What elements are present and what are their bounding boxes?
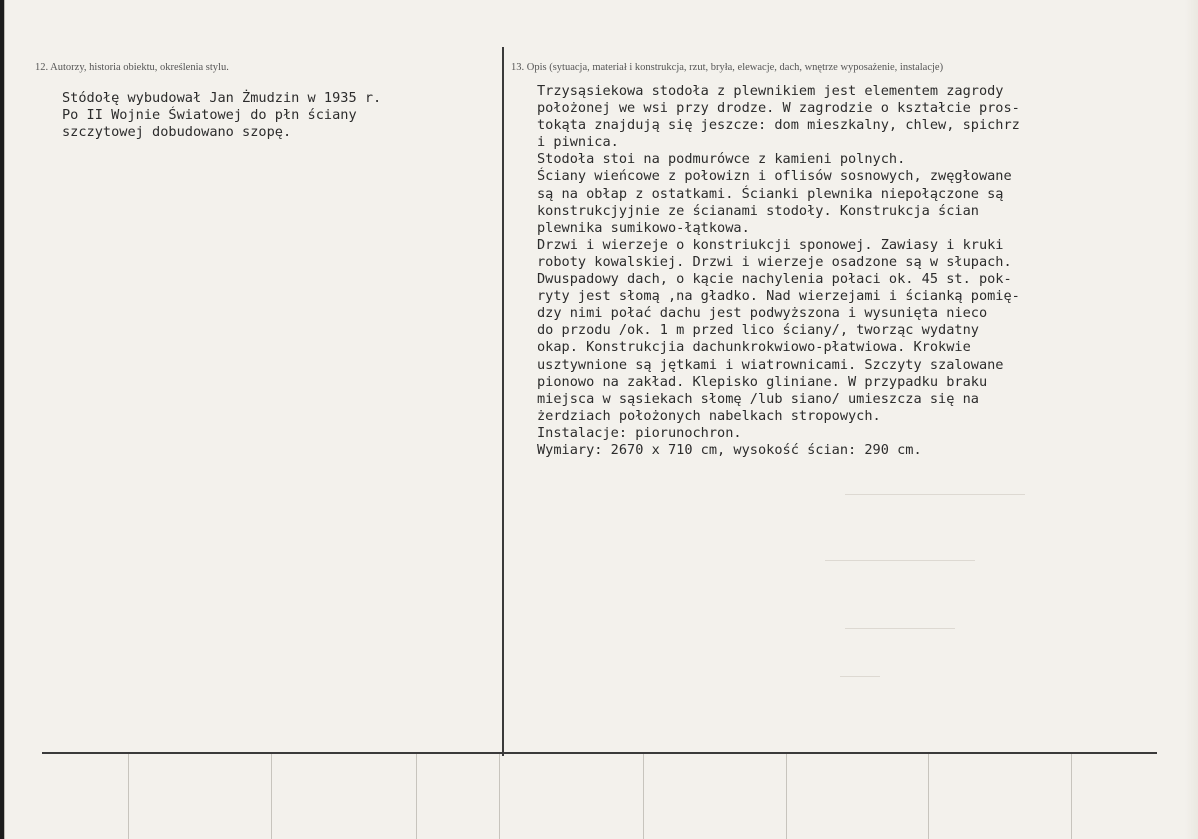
text-line: Drzwi i wierzeje o konstriukcji sponowej. Zawiasy i kruki <box>537 236 1004 253</box>
grid-tick <box>1071 754 1072 839</box>
text-line: konstrukcjyjnie ze ścianami stodoły. Konstrukcja ścian <box>537 202 979 219</box>
column-divider <box>502 47 504 756</box>
text-line: położonej we wsi przy drodze. W zagrodzie o kształcie pros- <box>537 100 1020 117</box>
section-13-caption: 13. Opis (sytuacja, materiał i konstrukcja, rzut, bryła, elewacje, dach, wnętrze wyposażenie, instalacje) <box>511 62 944 73</box>
grid-tick <box>786 754 787 839</box>
grid-tick <box>128 754 129 839</box>
grid-tick <box>271 754 272 839</box>
bleed-through-mark <box>825 560 975 561</box>
text-line: Stódołę wybudował Jan Żmudzin w 1935 r. <box>62 90 382 106</box>
grid-tick <box>416 754 417 839</box>
record-card <box>4 0 1196 839</box>
text-line: i piwnica. <box>537 134 619 151</box>
text-line: Ściany wieńcowe z połowizn i oflisów sosnowych, zwęgłowane <box>537 168 1012 185</box>
text-line: Dwuspadowy dach, o kącie nachylenia połaci ok. 45 st. pok- <box>537 271 1012 288</box>
scan-edge <box>1185 0 1198 839</box>
text-line: plewnika sumikowo-łątkowa. <box>537 219 750 236</box>
text-line: usztywnione są jętkami i wiatrownicami. Szczyty szalowane <box>537 356 1004 373</box>
text-line: roboty kowalskiej. Drzwi i wierzeje osadzone są w słupach. <box>537 253 1012 270</box>
text-line: Instalacje: piorunochron. <box>537 424 742 441</box>
text-line: żerdziach położonych nabelkach stropowych. <box>537 407 881 424</box>
section-12-text <box>62 90 381 141</box>
text-line: Po II Wojnie Światowej do płn ściany <box>62 107 357 124</box>
horizontal-rule <box>42 752 1157 754</box>
bleed-through-mark <box>845 628 955 629</box>
text-line: do przodu /ok. 1 m przed lico ściany/, tworząc wydatny <box>537 322 979 339</box>
text-line: miejsca w sąsiekach słomę /lub siano/ umieszcza się na <box>537 390 979 407</box>
section-13-text <box>537 83 1020 459</box>
text-line: szczytowej dobudowano szopę. <box>62 124 292 141</box>
bleed-through-mark <box>845 494 1025 495</box>
text-line: Wymiary: 2670 x 710 cm, wysokość ścian: 290 cm. <box>537 441 922 458</box>
text-line: są na obłap z ostatkami. Ścianki plewnika niepołączone są <box>537 185 1004 202</box>
text-line: tokąta znajdują się jeszcze: dom mieszkalny, chlew, spichrz <box>537 117 1020 134</box>
text-line: pionowo na zakład. Klepisko gliniane. W przypadku braku <box>537 373 988 390</box>
text-line: Stodoła stoi na podmurówce z kamieni polnych. <box>537 151 906 168</box>
text-line: okap. Konstrukcjia dachunkrokwiowo-płatwiowa. Krokwie <box>537 339 971 356</box>
bleed-through-mark <box>840 676 880 677</box>
section-12-caption: 12. Autorzy, historia obiektu, określenia stylu. <box>35 62 229 73</box>
text-line: Trzysąsiekowa stodoła z plewnikiem jest elementem zagrody <box>537 83 1004 99</box>
text-line: dzy nimi połać dachu jest podwyższona i wysunięta nieco <box>537 305 988 322</box>
text-line: ryty jest słomą ,na gładko. Nad wierzejami i ścianką pomię- <box>537 288 1020 305</box>
grid-tick <box>928 754 929 839</box>
grid-tick <box>643 754 644 839</box>
grid-tick <box>499 754 500 839</box>
